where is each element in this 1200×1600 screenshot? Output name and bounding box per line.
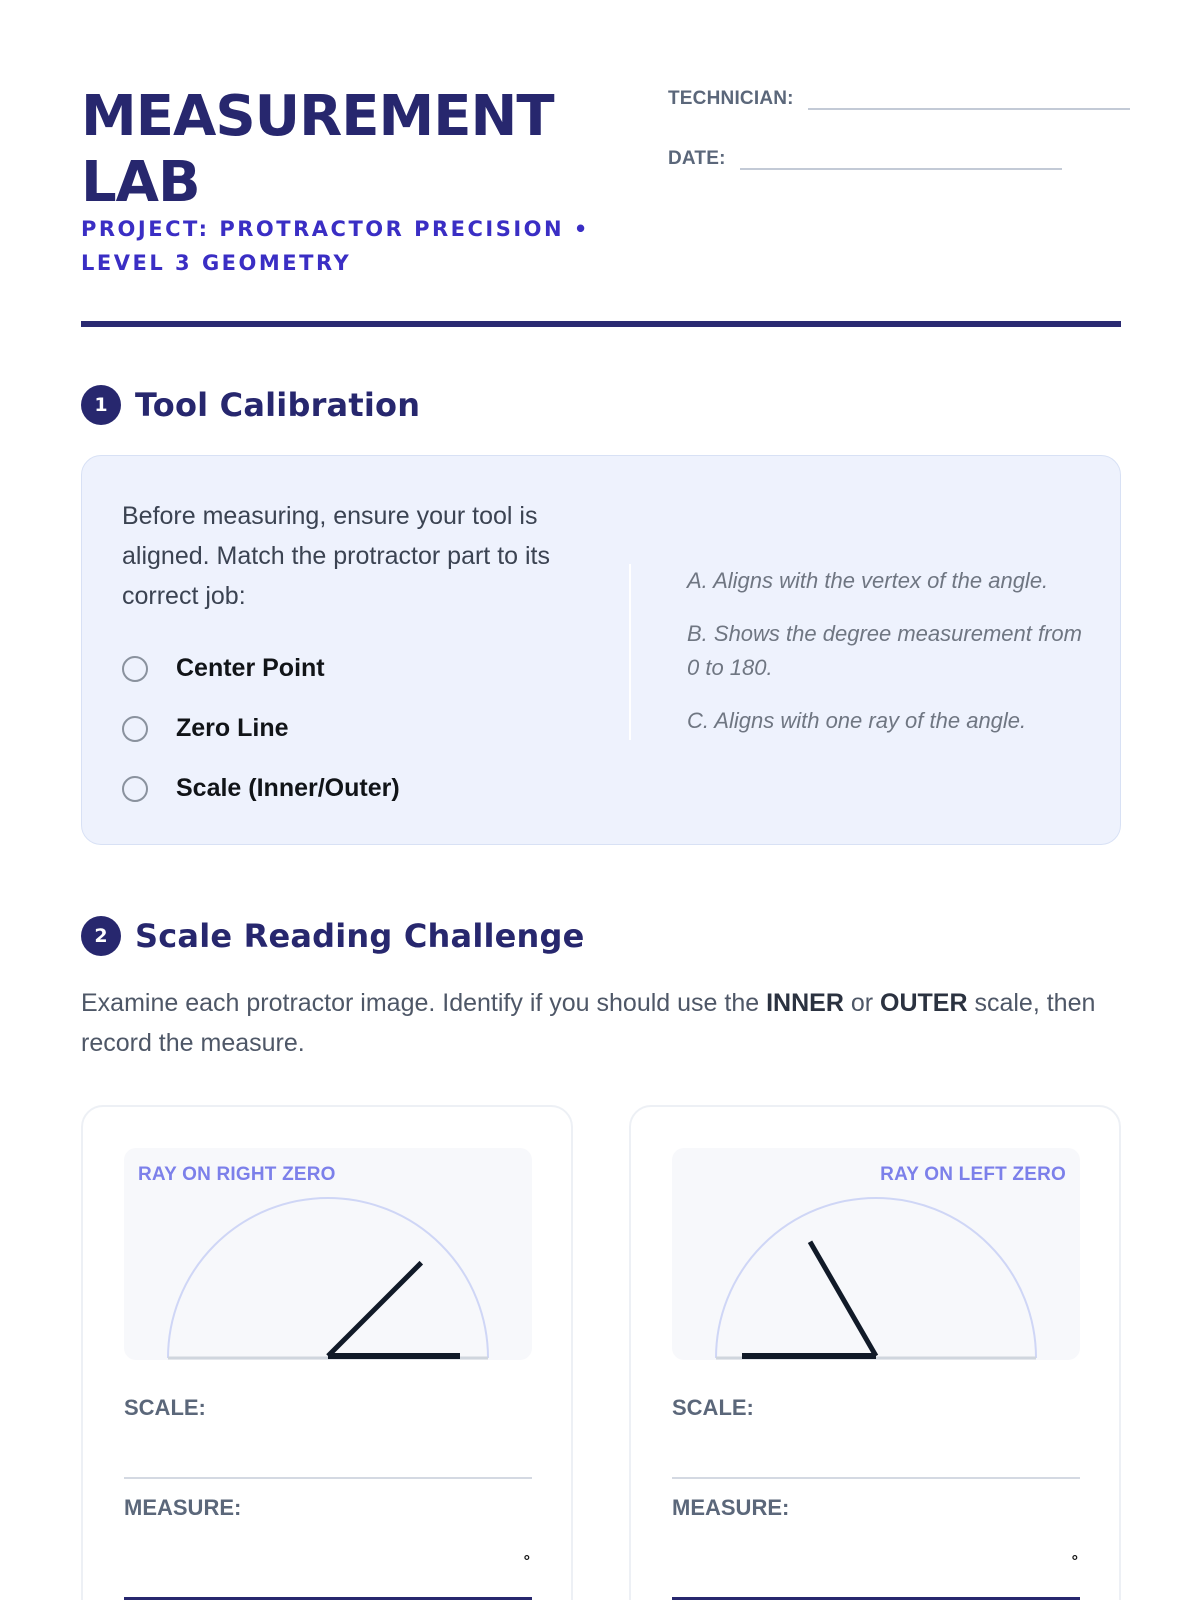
protractor-arc <box>716 1198 1036 1358</box>
degree-symbol: ° <box>1071 1553 1078 1570</box>
instructions-text: Examine each protractor image. Identify if you should use the <box>81 989 767 1017</box>
instructions-inner: INNER <box>766 989 844 1017</box>
scale-answer-line[interactable] <box>672 1477 1080 1479</box>
match-label: Center Point <box>176 654 325 682</box>
header-divider <box>81 321 1121 327</box>
page-title-line-2: LAB <box>81 150 200 215</box>
definition-a: A. Aligns with the vertex of the angle. <box>687 568 1049 593</box>
technician-label: TECHNICIAN: <box>668 88 794 109</box>
match-item-scale[interactable] <box>122 774 400 803</box>
measure-label: MEASURE: <box>124 1495 242 1520</box>
angle-ray <box>810 1242 876 1356</box>
degree-symbol: ° <box>523 1553 530 1570</box>
angle-ray <box>328 1263 421 1356</box>
match-label: Zero Line <box>176 714 289 742</box>
section-1-number: 1 <box>81 385 121 425</box>
technician-line[interactable] <box>808 90 1130 110</box>
section-2-heading <box>81 916 585 956</box>
figure-tag: RAY ON RIGHT ZERO <box>138 1164 336 1185</box>
calibration-divider <box>629 564 631 740</box>
project-subtitle: PROJECT: PROTRACTOR PRECISION • LEVEL 3 GEOMETRY <box>81 217 590 275</box>
match-item-center-point[interactable] <box>122 654 325 683</box>
protractor-figure <box>672 1148 1080 1360</box>
radio-button[interactable] <box>122 776 148 802</box>
date-line[interactable] <box>740 150 1062 170</box>
section-2-title: Scale Reading Challenge <box>135 917 585 955</box>
protractor-card-2 <box>629 1105 1121 1600</box>
page-title <box>81 84 554 216</box>
scale-reading-instructions <box>81 983 1121 1063</box>
protractor-arc <box>168 1198 488 1358</box>
protractor-card-1 <box>81 1105 573 1600</box>
instructions-end: scale, then record the measure. <box>81 989 1096 1057</box>
calibration-panel <box>81 455 1121 845</box>
measure-label: MEASURE: <box>672 1495 790 1520</box>
protractor-figure <box>124 1148 532 1360</box>
section-1-heading <box>81 385 420 425</box>
definition-c: C. Aligns with one ray of the angle. <box>687 708 1027 733</box>
scale-answer-line[interactable] <box>124 1477 532 1479</box>
scale-label: SCALE: <box>672 1395 754 1420</box>
definition-b: B. Shows the degree measurement from 0 to 180. <box>687 621 1082 680</box>
date-field[interactable] <box>668 148 1062 170</box>
worksheet-header <box>81 84 1121 329</box>
figure-tag: RAY ON LEFT ZERO <box>880 1164 1066 1185</box>
match-item-zero-line[interactable] <box>122 714 289 743</box>
instructions-outer: OUTER <box>880 989 968 1017</box>
instructions-or: or <box>843 989 881 1017</box>
date-label: DATE: <box>668 148 726 169</box>
radio-button[interactable] <box>122 656 148 682</box>
section-1-title: Tool Calibration <box>135 386 421 424</box>
section-2-number: 2 <box>81 916 121 956</box>
radio-button[interactable] <box>122 716 148 742</box>
calibration-intro: Before measuring, ensure your tool is aligned. Match the protractor part to its correct job: <box>122 502 550 610</box>
page-title-line-1: MEASUREMENT <box>81 84 554 149</box>
scale-label: SCALE: <box>124 1395 206 1420</box>
technician-field[interactable] <box>668 88 1130 110</box>
match-label: Scale (Inner/Outer) <box>176 774 400 802</box>
